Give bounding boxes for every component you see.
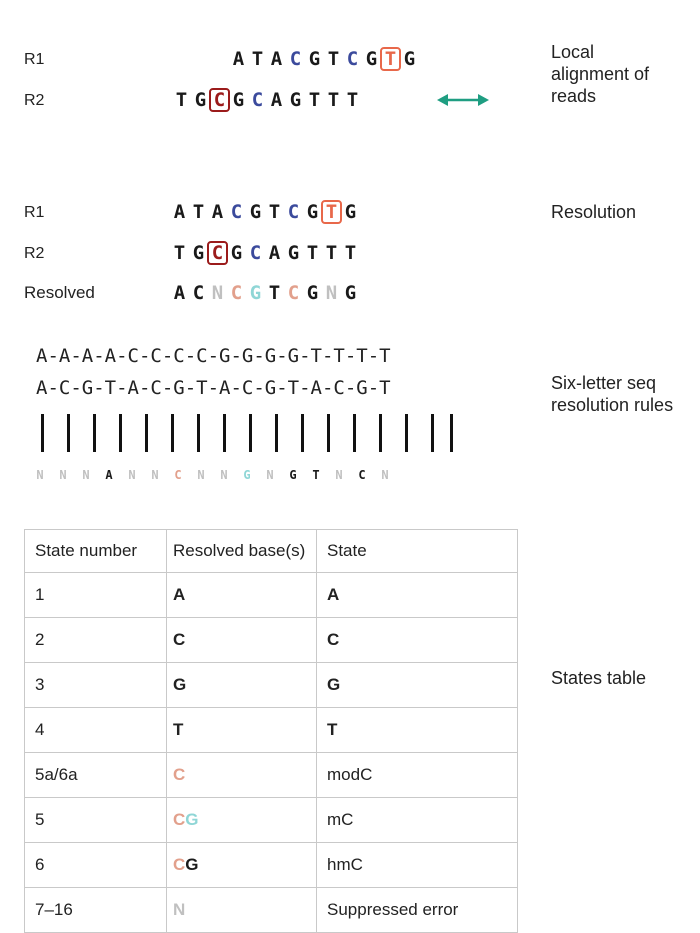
base: T — [327, 89, 340, 111]
base: T — [344, 242, 357, 264]
resolved-base: N — [381, 468, 389, 482]
base: T — [268, 201, 281, 223]
resolved-base: N — [335, 468, 343, 482]
alignment-side-label: Local alignment of reads — [551, 42, 650, 106]
resolved-base: G — [243, 468, 251, 482]
state-number-cell: 5a/6a — [25, 753, 167, 798]
pairing-bar — [93, 414, 96, 452]
base: C — [192, 282, 205, 304]
pairing-bar — [353, 414, 356, 452]
base: C — [249, 242, 262, 264]
base: A — [270, 89, 283, 111]
resolved-base: C — [358, 468, 366, 482]
base: G — [287, 242, 300, 264]
base: A — [270, 48, 283, 70]
resolved-base-cell: A — [167, 573, 317, 618]
alignment-r2-label: R2 — [24, 92, 45, 109]
base: A — [268, 242, 281, 264]
pairing-bar — [223, 414, 226, 452]
base: T — [175, 89, 188, 111]
base: G — [306, 201, 319, 223]
base: G — [194, 89, 207, 111]
resolved-base-cell: G — [167, 663, 317, 708]
table-row — [25, 888, 518, 933]
base: T — [251, 48, 264, 70]
base: G — [308, 48, 321, 70]
state-number-cell: 7–16 — [25, 888, 167, 933]
resolution-r2-label: R2 — [24, 245, 45, 262]
pairing-bar — [301, 414, 304, 452]
state-cell: modC — [317, 753, 518, 798]
resolved-base: G — [289, 468, 297, 482]
table-row — [25, 843, 518, 888]
base: T — [173, 242, 186, 264]
base: G — [249, 282, 262, 304]
header-state: State — [317, 530, 518, 573]
state-cell: C — [317, 618, 518, 663]
base: G — [344, 201, 357, 223]
states-side-label: States table — [551, 668, 647, 688]
resolved-base-cell — [167, 843, 317, 888]
pairing-bar — [405, 414, 408, 452]
state-number-cell: 4 — [25, 708, 167, 753]
resolution-resolved-label: Resolved — [24, 283, 95, 302]
resolved-base: T — [312, 468, 320, 482]
state-cell: G — [317, 663, 518, 708]
mismatch-base-highlight: T — [381, 48, 400, 70]
base: G — [249, 201, 262, 223]
pairing-bar — [119, 414, 122, 452]
pairing-bar — [431, 414, 434, 452]
base: T — [325, 242, 338, 264]
double-arrow-icon — [437, 92, 489, 108]
base: T — [268, 282, 281, 304]
table-row — [25, 708, 518, 753]
base: C — [346, 48, 359, 70]
state-number-cell: 2 — [25, 618, 167, 663]
resolved-base: N — [151, 468, 159, 482]
resolved-base-cell: T — [167, 708, 317, 753]
alignment-r1-sequence — [229, 48, 419, 70]
alignment-r1-label: R1 — [24, 51, 45, 68]
base: T — [306, 242, 319, 264]
base-letter: G — [185, 855, 199, 874]
state-number-cell: 3 — [25, 663, 167, 708]
base: A — [232, 48, 245, 70]
base: C — [230, 201, 243, 223]
base: A — [173, 282, 186, 304]
base-letter: C — [173, 855, 186, 874]
pairing-bar — [197, 414, 200, 452]
base: G — [403, 48, 416, 70]
resolved-base: N — [128, 468, 136, 482]
pairing-bar — [327, 414, 330, 452]
state-number-cell: 6 — [25, 843, 167, 888]
base: C — [289, 48, 302, 70]
states-table — [24, 529, 518, 933]
base: G — [365, 48, 378, 70]
rules-side-label: Six-letter seq resolution rules — [551, 373, 674, 415]
resolved-base: N — [220, 468, 228, 482]
resolved-base: N — [59, 468, 67, 482]
base: A — [173, 201, 186, 223]
base: N — [211, 282, 224, 304]
pairing-bar — [450, 414, 453, 452]
base: A — [211, 201, 224, 223]
state-cell: T — [317, 708, 518, 753]
resolved-base-cell — [167, 798, 317, 843]
resolution-r1-label: R1 — [24, 204, 45, 221]
base: T — [327, 48, 340, 70]
pairing-bar — [379, 414, 382, 452]
state-cell: Suppressed error — [317, 888, 518, 933]
rules-line-2: A-C-G-T-A-C-G-T-A-C-G-T-A-C-G-T — [36, 377, 391, 399]
base: G — [232, 89, 245, 111]
resolved-base: C — [174, 468, 182, 482]
base: G — [344, 282, 357, 304]
base: N — [325, 282, 338, 304]
base: C — [230, 282, 243, 304]
base: C — [287, 282, 300, 304]
resolved-base-cell: C — [167, 618, 317, 663]
state-cell: hmC — [317, 843, 518, 888]
resolved-base-cell: N — [167, 888, 317, 933]
mismatch-base-highlight: C — [208, 242, 227, 264]
resolved-base-cell: C — [167, 753, 317, 798]
state-cell: mC — [317, 798, 518, 843]
base: C — [287, 201, 300, 223]
pairing-bar — [171, 414, 174, 452]
table-header-row — [25, 530, 518, 573]
pairing-bar — [67, 414, 70, 452]
resolution-side-label: Resolution — [551, 202, 637, 222]
base: G — [289, 89, 302, 111]
table-row — [25, 663, 518, 708]
header-resolved-bases: Resolved base(s) — [167, 530, 317, 573]
resolution-r1-sequence — [170, 201, 360, 223]
base-letter: G — [185, 810, 199, 829]
base: C — [251, 89, 264, 111]
state-cell: A — [317, 573, 518, 618]
alignment-r2-sequence — [172, 89, 362, 111]
table-row — [25, 753, 518, 798]
pairing-bar — [145, 414, 148, 452]
mismatch-base-highlight: T — [322, 201, 341, 223]
state-number-cell: 1 — [25, 573, 167, 618]
header-state-number: State number — [25, 530, 167, 573]
base: G — [230, 242, 243, 264]
resolved-base: A — [105, 468, 113, 482]
resolved-sequence — [170, 282, 360, 304]
resolved-base: N — [197, 468, 205, 482]
resolved-base: N — [266, 468, 274, 482]
pairing-bar — [275, 414, 278, 452]
table-row — [25, 573, 518, 618]
base: G — [306, 282, 319, 304]
mismatch-base-highlight: C — [210, 89, 229, 111]
resolved-base: N — [36, 468, 44, 482]
state-number-cell: 5 — [25, 798, 167, 843]
base: T — [346, 89, 359, 111]
table-row — [25, 798, 518, 843]
base: T — [308, 89, 321, 111]
base: T — [192, 201, 205, 223]
rules-line-1: A-A-A-A-C-C-C-C-G-G-G-G-T-T-T-T — [36, 345, 391, 367]
pairing-bar — [41, 414, 44, 452]
base-letter: C — [173, 810, 186, 829]
resolved-base: N — [82, 468, 90, 482]
base: G — [192, 242, 205, 264]
table-row — [25, 618, 518, 663]
pairing-bar — [249, 414, 252, 452]
resolution-r2-sequence — [170, 242, 360, 264]
